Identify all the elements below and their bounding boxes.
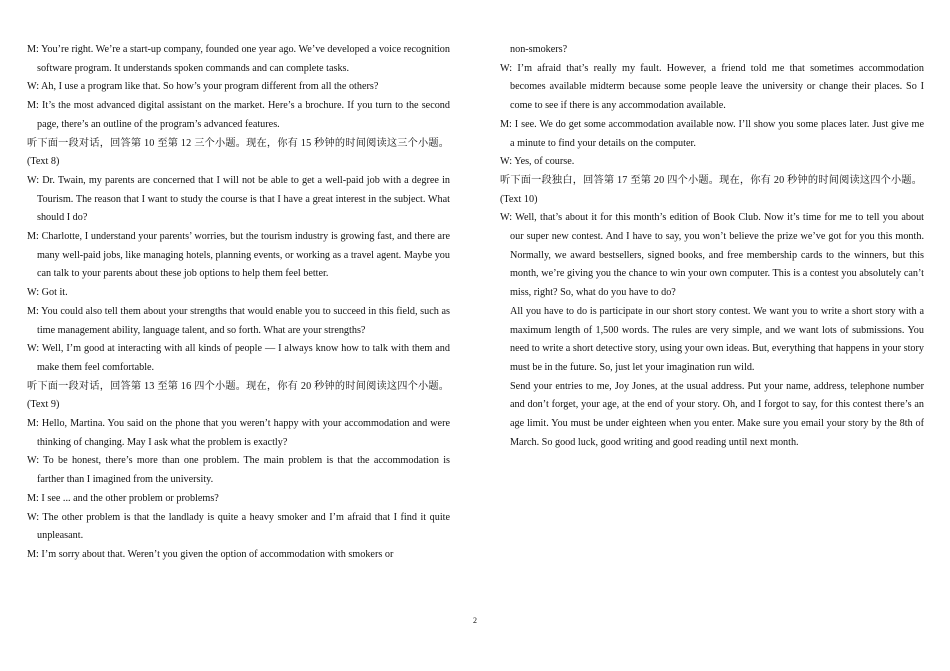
left-column [27, 41, 450, 565]
dialogue-line: W: Well, I’m good at interacting with all kinds of people — I always know how to talk with them and make them feel comfortable. [27, 343, 450, 373]
dialogue-line: W: Dr. Twain, my parents are concerned that I will not be able to get a well-paid job with a degree in Tourism. The reason that I want to study the course is that I have a great interest in the subject. What should I do? [27, 174, 450, 224]
dialogue-line: M: It’s the most advanced digital assistant on the market. Here’s a brochure. If you turn to the second page, there’s an outline of the program’s advanced features. [27, 100, 450, 130]
dialogue-continuation: non-smokers? [510, 44, 568, 55]
dialogue-line: W: To be honest, there’s more than one problem. The main problem is that the accommodation is farther than I imagined from the university. [27, 455, 450, 486]
text-heading: (Text 8) [27, 156, 60, 168]
section-instruction: 听下面一段独白，回答第 17 至第 20 四个小题。现在，你有 20 秒钟的时间阅读这四个小题。 [500, 174, 923, 186]
dialogue-line: W: Yes, of course. [500, 156, 575, 168]
dialogue-line: M: Hello, Martina. You said on the phone that you weren’t happy with your accommodation and were thinking of changing. May I ask what the problem is exactly? [27, 418, 450, 448]
dialogue-line: M: I see ... and the other problem or problems? [27, 492, 219, 504]
text-heading: (Text 10) [500, 193, 538, 205]
page-number: 2 [473, 616, 477, 625]
dialogue-line: M: I see. We do get some accommodation available now. I’ll show you some places later. Just give me a minute to find your details on the computer. [500, 118, 924, 149]
monologue-paragraph: All you have to do is participate in our short story contest. We want you to write a short story with a maximum length of 1,500 words. The rules are very simple, and we want lots of submissions. You need to write a short detective story, using your own ideas. But, everything that happens in your story must be in the future. So, just let your imagination run wild. [510, 305, 924, 373]
dialogue-line: W: Ah, I use a program like that. So how’s your program different from all the others? [27, 81, 379, 93]
section-instruction: 听下面一段对话，回答第 10 至第 12 三个小题。现在，你有 15 秒钟的时间阅读这三个小题。 [27, 137, 450, 149]
dialogue-line: M: I’m sorry about that. Weren’t you given the option of accommodation with smokers or [27, 548, 394, 560]
text-heading: (Text 9) [27, 399, 60, 411]
monologue-paragraph: Send your entries to me, Joy Jones, at the usual address. Put your name, address, telephone number and don’t forget, your age, at the end of your story. Oh, and I forgot to say, for this contest there’s an age limit. You must be under eighteen when you enter. Make sure you email your story by the 8th of March. So good luck, good writing and good reading until next month. [510, 380, 924, 448]
dialogue-line: M: You could also tell them about your strengths that would enable you to succeed in this field, such as time management ability, language talent, and so forth. What are your strengths? [27, 305, 450, 336]
dialogue-line: W: The other problem is that the landlady is quite a heavy smoker and I’m afraid that I find it quite unpleasant. [27, 511, 450, 542]
monologue-paragraph: W: Well, that’s about it for this month’s edition of Book Club. Now it’s time for me to tell you about our super new contest. And I have to say, you won’t believe the prize we’ve got for you this month. Normally, we award bestsellers, signed books, and free membership cards to the winners, but this month, we’re giving you the chance to win your own computer. This is a contest you absolutely can’t miss, right? So, what do you have to do? [500, 212, 924, 299]
section-instruction: 听下面一段对话，回答第 13 至第 16 四个小题。现在，你有 20 秒钟的时间阅读这四个小题。 [27, 380, 450, 392]
dialogue-line: W: I’m afraid that’s really my fault. However, a friend told me that sometimes accommodation becomes available midterm because some people leave the university or change their places. So I come to see if there is any accommodation available. [500, 62, 924, 112]
dialogue-line: M: Charlotte, I understand your parents’ worries, but the tourism industry is growing fast, and there are many well-paid jobs, like managing hotels, planning events, or working as a travel agent. Maybe you can talk to your parents about these job options to help them feel better. [27, 231, 450, 280]
dialogue-line: W: Got it. [27, 287, 68, 299]
right-column [500, 41, 924, 452]
dialogue-line: M: You’re right. We’re a start-up company, founded one year ago. We’ve developed a voice recognition software program. It understands spoken commands and can complete tasks. [27, 44, 450, 74]
